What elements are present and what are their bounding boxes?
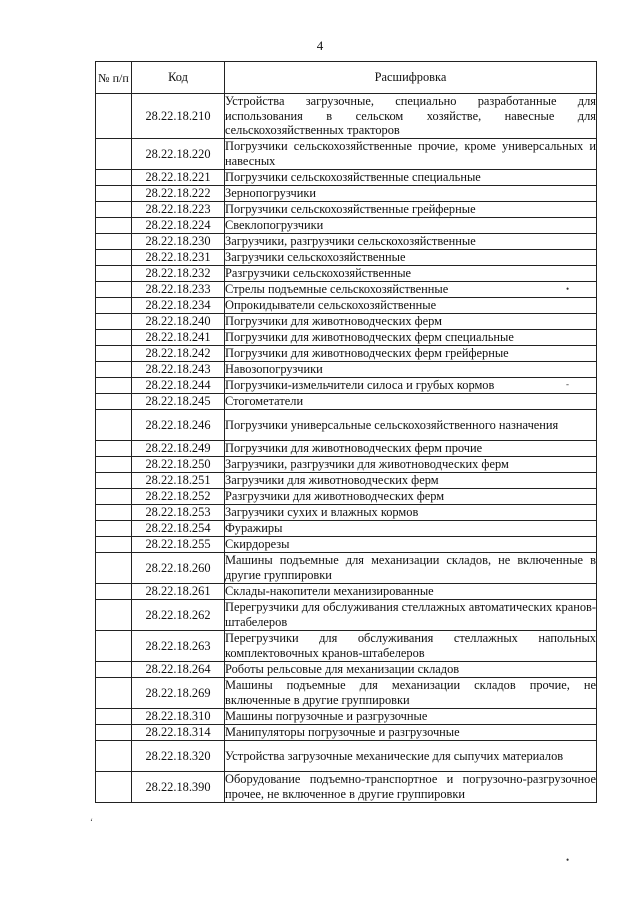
row-num-cell (96, 282, 132, 298)
row-code: 28.22.18.314 (132, 725, 225, 741)
table-header-row (96, 62, 597, 94)
row-num-cell (96, 678, 132, 709)
row-code: 28.22.18.253 (132, 505, 225, 521)
row-code: 28.22.18.240 (132, 314, 225, 330)
row-num-cell (96, 330, 132, 346)
row-description: Загрузчики сельскохозяйственные (225, 250, 597, 266)
table-row (96, 441, 597, 457)
table-row (96, 473, 597, 489)
row-num-cell (96, 186, 132, 202)
table-row (96, 282, 597, 298)
row-description: Оборудование подъемно-транспортное и погрузочно-разгрузочное прочее, не включенное в другие группировки (225, 772, 596, 801)
row-code: 28.22.18.269 (132, 678, 225, 709)
table-row (96, 94, 597, 139)
row-code: 28.22.18.242 (132, 346, 225, 362)
header-desc: Расшифровка (225, 62, 597, 94)
row-num-cell (96, 553, 132, 584)
row-description: Устройства загрузочные, специально разработанные для использования в сельском хозяйстве, навесные для сельскохозяйственных тракторов (225, 94, 596, 138)
table-row (96, 298, 597, 314)
row-num-cell (96, 489, 132, 505)
row-num-cell (96, 202, 132, 218)
row-num-cell (96, 170, 132, 186)
table-row (96, 521, 597, 537)
row-description: Загрузчики для животноводческих ферм (225, 473, 597, 489)
row-description: Загрузчики, разгрузчики сельскохозяйственные (225, 234, 597, 250)
table-row (96, 457, 597, 473)
row-description: Погрузчики универсальные сельскохозяйственного назначения (225, 410, 597, 441)
row-num-cell (96, 631, 132, 662)
table-row (96, 553, 597, 584)
row-num-cell (96, 250, 132, 266)
table-row (96, 678, 597, 709)
row-description: Погрузчики-измельчители силоса и грубых кормов (225, 378, 597, 394)
row-code: 28.22.18.320 (132, 741, 225, 772)
table-row (96, 489, 597, 505)
row-description: Перегрузчики для обслуживания стеллажных напольных комплектовочных кранов-штабелеров (225, 631, 596, 660)
header-num: № п/п (96, 62, 132, 94)
row-code: 28.22.18.261 (132, 584, 225, 600)
table-row (96, 584, 597, 600)
row-num-cell (96, 94, 132, 139)
row-num-cell (96, 772, 132, 803)
header-code: Код (132, 62, 225, 94)
row-description: Машины погрузочные и разгрузочные (225, 709, 597, 725)
row-num-cell (96, 709, 132, 725)
row-description: Погрузчики для животноводческих ферм прочие (225, 441, 597, 457)
row-num-cell (96, 346, 132, 362)
row-num-cell (96, 394, 132, 410)
table-row (96, 330, 597, 346)
row-description: Перегрузчики для обслуживания стеллажных автоматических кранов-штабелеров (225, 600, 596, 629)
row-code: 28.22.18.254 (132, 521, 225, 537)
table-row (96, 537, 597, 553)
row-code: 28.22.18.220 (132, 139, 225, 170)
row-code: 28.22.18.233 (132, 282, 225, 298)
row-description: Погрузчики для животноводческих ферм (225, 314, 597, 330)
page-number: 4 (316, 38, 324, 53)
table-body (96, 94, 597, 803)
table-row (96, 741, 597, 772)
row-num-cell (96, 662, 132, 678)
table-row (96, 772, 597, 803)
row-num-cell (96, 600, 132, 631)
row-code: 28.22.18.390 (132, 772, 225, 803)
row-code: 28.22.18.210 (132, 94, 225, 139)
scan-speck: ‘ (90, 817, 93, 827)
codes-table (95, 61, 597, 803)
row-num-cell (96, 266, 132, 282)
row-code: 28.22.18.223 (132, 202, 225, 218)
row-description: Погрузчики для животноводческих ферм грейферные (225, 346, 597, 362)
row-code: 28.22.18.234 (132, 298, 225, 314)
row-num-cell (96, 521, 132, 537)
table-row (96, 709, 597, 725)
row-code: 28.22.18.230 (132, 234, 225, 250)
row-description: Погрузчики сельскохозяйственные прочие, кроме универсальных и навесных (225, 139, 596, 168)
row-description: Машины подъемные для механизации складов прочие, не включенные в другие группировки (225, 678, 596, 707)
table-row (96, 202, 597, 218)
row-description: Зернопогрузчики (225, 186, 597, 202)
row-code: 28.22.18.249 (132, 441, 225, 457)
row-description: Стрелы подъемные сельскохозяйственные (225, 282, 597, 298)
row-code: 28.22.18.222 (132, 186, 225, 202)
scan-speck: • (566, 284, 570, 294)
table-row (96, 186, 597, 202)
row-num-cell (96, 139, 132, 170)
row-description: Устройства загрузочные механические для сыпучих материалов (225, 741, 597, 772)
scan-speck: - (566, 379, 569, 389)
row-code: 28.22.18.221 (132, 170, 225, 186)
table-row (96, 170, 597, 186)
table-row (96, 725, 597, 741)
scan-speck: • (566, 855, 570, 865)
row-num-cell (96, 298, 132, 314)
row-description: Скирдорезы (225, 537, 597, 553)
row-num-cell (96, 234, 132, 250)
row-code: 28.22.18.264 (132, 662, 225, 678)
row-num-cell (96, 441, 132, 457)
table-row (96, 410, 597, 441)
row-description: Разгрузчики для животноводческих ферм (225, 489, 597, 505)
row-num-cell (96, 537, 132, 553)
row-code: 28.22.18.241 (132, 330, 225, 346)
row-num-cell (96, 584, 132, 600)
row-description: Загрузчики сухих и влажных кормов (225, 505, 597, 521)
row-num-cell (96, 725, 132, 741)
row-code: 28.22.18.263 (132, 631, 225, 662)
row-description: Загрузчики, разгрузчики для животноводческих ферм (225, 457, 597, 473)
row-description: Погрузчики сельскохозяйственные специальные (225, 170, 597, 186)
row-code: 28.22.18.310 (132, 709, 225, 725)
row-code: 28.22.18.262 (132, 600, 225, 631)
row-num-cell (96, 362, 132, 378)
table-row (96, 346, 597, 362)
row-num-cell (96, 378, 132, 394)
row-description: Свеклопогрузчики (225, 218, 597, 234)
table-row (96, 218, 597, 234)
row-description: Машины подъемные для механизации складов, не включенные в другие группировки (225, 553, 596, 582)
table-row (96, 234, 597, 250)
row-num-cell (96, 457, 132, 473)
row-num-cell (96, 505, 132, 521)
row-code: 28.22.18.232 (132, 266, 225, 282)
row-description: Погрузчики сельскохозяйственные грейферные (225, 202, 597, 218)
row-code: 28.22.18.255 (132, 537, 225, 553)
table-row (96, 139, 597, 170)
row-num-cell (96, 314, 132, 330)
row-code: 28.22.18.244 (132, 378, 225, 394)
table-row (96, 662, 597, 678)
row-description: Опрокидыватели сельскохозяйственные (225, 298, 597, 314)
row-code: 28.22.18.231 (132, 250, 225, 266)
table-row (96, 378, 597, 394)
row-num-cell (96, 218, 132, 234)
row-num-cell (96, 473, 132, 489)
row-description: Навозопогрузчики (225, 362, 597, 378)
row-description: Разгрузчики сельскохозяйственные (225, 266, 597, 282)
row-description: Стогометатели (225, 394, 597, 410)
row-code: 28.22.18.250 (132, 457, 225, 473)
table-row (96, 250, 597, 266)
row-code: 28.22.18.224 (132, 218, 225, 234)
table-row (96, 600, 597, 631)
table-row (96, 362, 597, 378)
row-code: 28.22.18.246 (132, 410, 225, 441)
table-row (96, 505, 597, 521)
table-row (96, 314, 597, 330)
row-code: 28.22.18.251 (132, 473, 225, 489)
table-row (96, 266, 597, 282)
row-description: Склады-накопители механизированные (225, 584, 597, 600)
table-row (96, 631, 597, 662)
row-description: Погрузчики для животноводческих ферм специальные (225, 330, 597, 346)
row-code: 28.22.18.260 (132, 553, 225, 584)
row-description: Манипуляторы погрузочные и разгрузочные (225, 725, 597, 741)
row-num-cell (96, 410, 132, 441)
row-code: 28.22.18.245 (132, 394, 225, 410)
row-description: Фуражиры (225, 521, 597, 537)
row-code: 28.22.18.243 (132, 362, 225, 378)
row-description: Роботы рельсовые для механизации складов (225, 662, 597, 678)
table-row (96, 394, 597, 410)
row-num-cell (96, 741, 132, 772)
row-code: 28.22.18.252 (132, 489, 225, 505)
